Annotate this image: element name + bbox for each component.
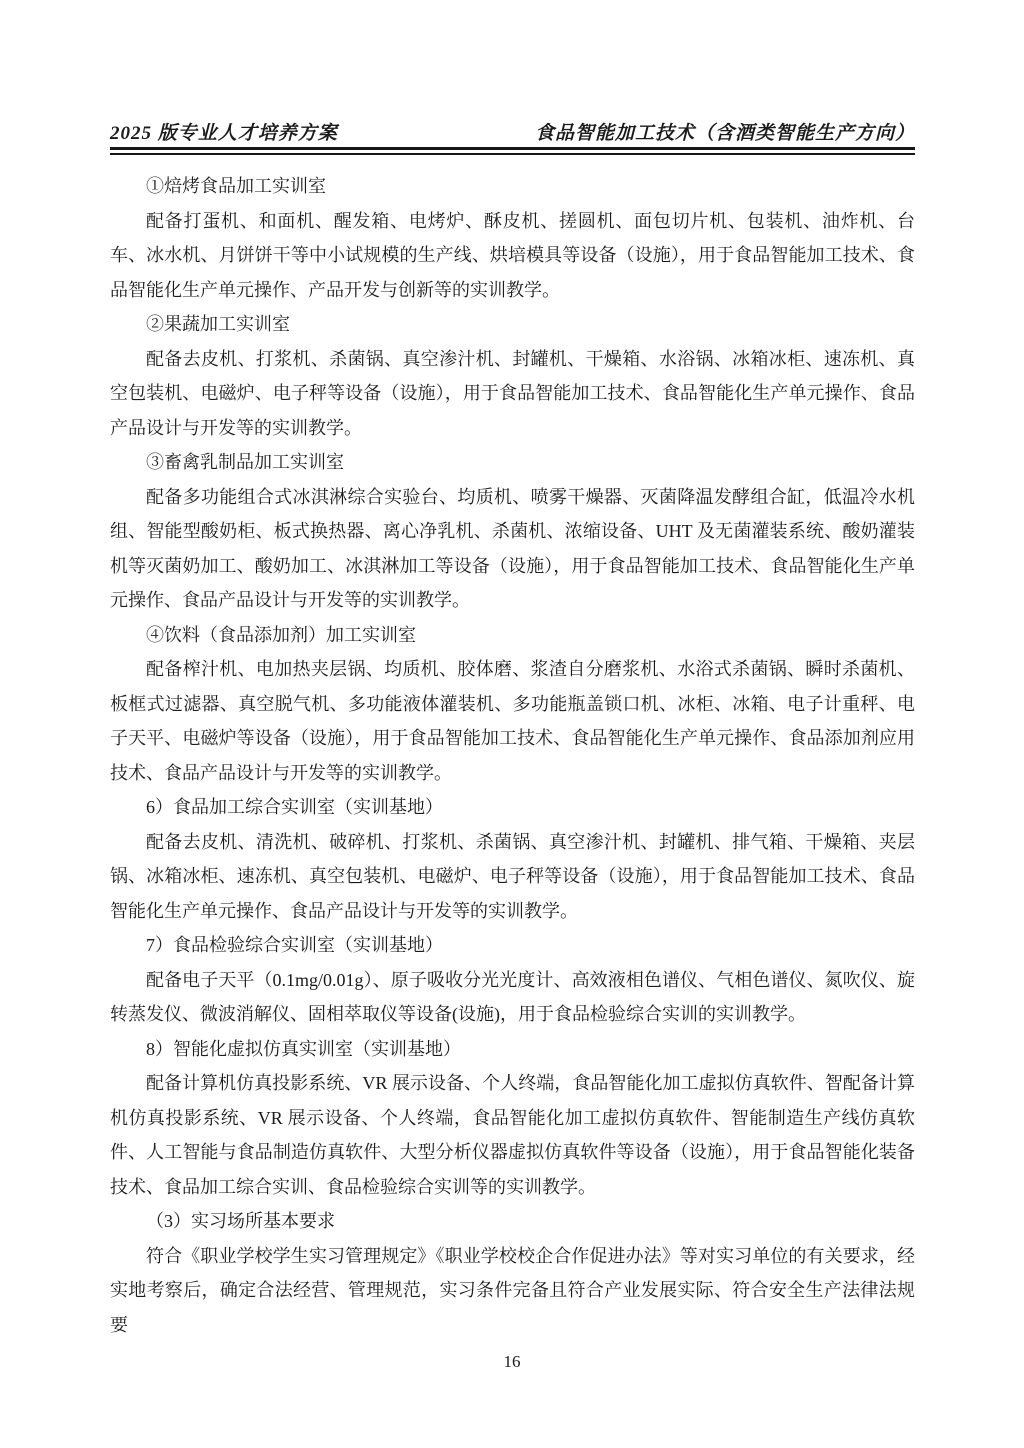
header-left-title: 2025 版专业人才培养方案: [110, 123, 338, 144]
paragraph: 配备多功能组合式冰淇淋综合实验台、均质机、喷雾干燥器、灭菌降温发酵组合缸，低温冷水机组、智能型酸奶柜、板式换热器、离心净乳机、杀菌机、浓缩设备、UHT 及无菌灌装系统、酸奶灌装机等灭菌奶加工、酸奶加工、冰淇淋加工等设备（设施），用于食品智能加工技术、食品智能化生产单元操作、食品产品设计与开发等的实训教学。: [110, 486, 915, 610]
section-heading: ③畜禽乳制品加工实训室: [146, 452, 344, 472]
header-right-title: 食品智能加工技术（含酒类智能生产方向）: [534, 123, 915, 144]
content: [110, 169, 915, 1342]
page-header: [110, 118, 915, 145]
section-heading: 8）智能化虚拟仿真实训室（实训基地）: [146, 1038, 461, 1059]
page-number: 16: [503, 1352, 521, 1371]
page-footer: [0, 1352, 1024, 1372]
section-heading: ②果蔬加工实训室: [146, 314, 290, 334]
section-heading: ④饮料（食品添加剂）加工实训室: [146, 624, 416, 645]
paragraph: 配备电子天平（0.1mg/0.01g）、原子吸收分光光度计、高效液相色谱仪、气相色谱仪、氮吹仪、旋转蒸发仪、微波消解仪、固相萃取仪等设备(设施)，用于食品检验综合实训的实训教学。: [110, 969, 915, 1024]
section-heading: 7）食品检验综合实训室（实训基地）: [146, 935, 443, 955]
paragraph: 配备去皮机、清洗机、破碎机、打浆机、杀菌锅、真空渗汁机、封罐机、排气箱、干燥箱、夹层锅、冰箱冰柜、速冻机、真空包装机、电磁炉、电子秤等设备（设施），用于食品智能加工技术、食品智能化生产单元操作、食品产品设计与开发等的实训教学。: [110, 831, 915, 921]
paragraph: 配备打蛋机、和面机、醒发箱、电烤炉、酥皮机、搓圆机、面包切片机、包装机、油炸机、台车、冰水机、月饼饼干等中小试规模的生产线、烘培模具等设备（设施），用于食品智能加工技术、食品智能化生产单元操作、产品开发与创新等的实训教学。: [110, 210, 915, 300]
paragraph: 配备榨汁机、电加热夹层锅、均质机、胶体磨、浆渣自分磨浆机、水浴式杀菌锅、瞬时杀菌机、板框式过滤器、真空脱气机、多功能液体灌装机、多功能瓶盖锁口机、冰柜、冰箱、电子计重秤、电子天平、电磁炉等设备（设施），用于食品智能加工技术、食品智能化生产单元操作、食品添加剂应用技术、食品产品设计与开发等的实训教学。: [110, 659, 915, 783]
section-heading: ①焙烤食品加工实训室: [146, 176, 326, 196]
paragraph: 配备计算机仿真投影系统、VR 展示设备、个人终端，食品智能化加工虚拟仿真软件、智配备计算机仿真投影系统、VR 展示设备、个人终端，食品智能化加工虚拟仿真软件、智能制造生产线仿真软件、人工智能与食品制造仿真软件、大型分析仪器虚拟仿真软件等设备（设施），用于食品智能化装备技术、食品加工综合实训、食品检验综合实训等的实训教学。: [110, 1073, 915, 1197]
paragraph: 配备去皮机、打浆机、杀菌锅、真空渗汁机、封罐机、干燥箱、水浴锅、冰箱冰柜、速冻机、真空包装机、电磁炉、电子秤等设备（设施），用于食品智能加工技术、食品智能化生产单元操作、食品产品设计与开发等的实训教学。: [110, 348, 915, 438]
paragraph: 符合《职业学校学生实习管理规定》《职业学校校企合作促进办法》等对实习单位的有关要求，经实地考察后，确定合法经营、管理规范，实习条件完备且符合产业发展实际、符合安全生产法律法规要: [110, 1245, 915, 1335]
section-heading: （3）实习场所基本要求: [146, 1211, 335, 1231]
header-rule: [110, 147, 915, 155]
section-heading: 6）食品加工综合实训室（实训基地）: [146, 797, 443, 817]
